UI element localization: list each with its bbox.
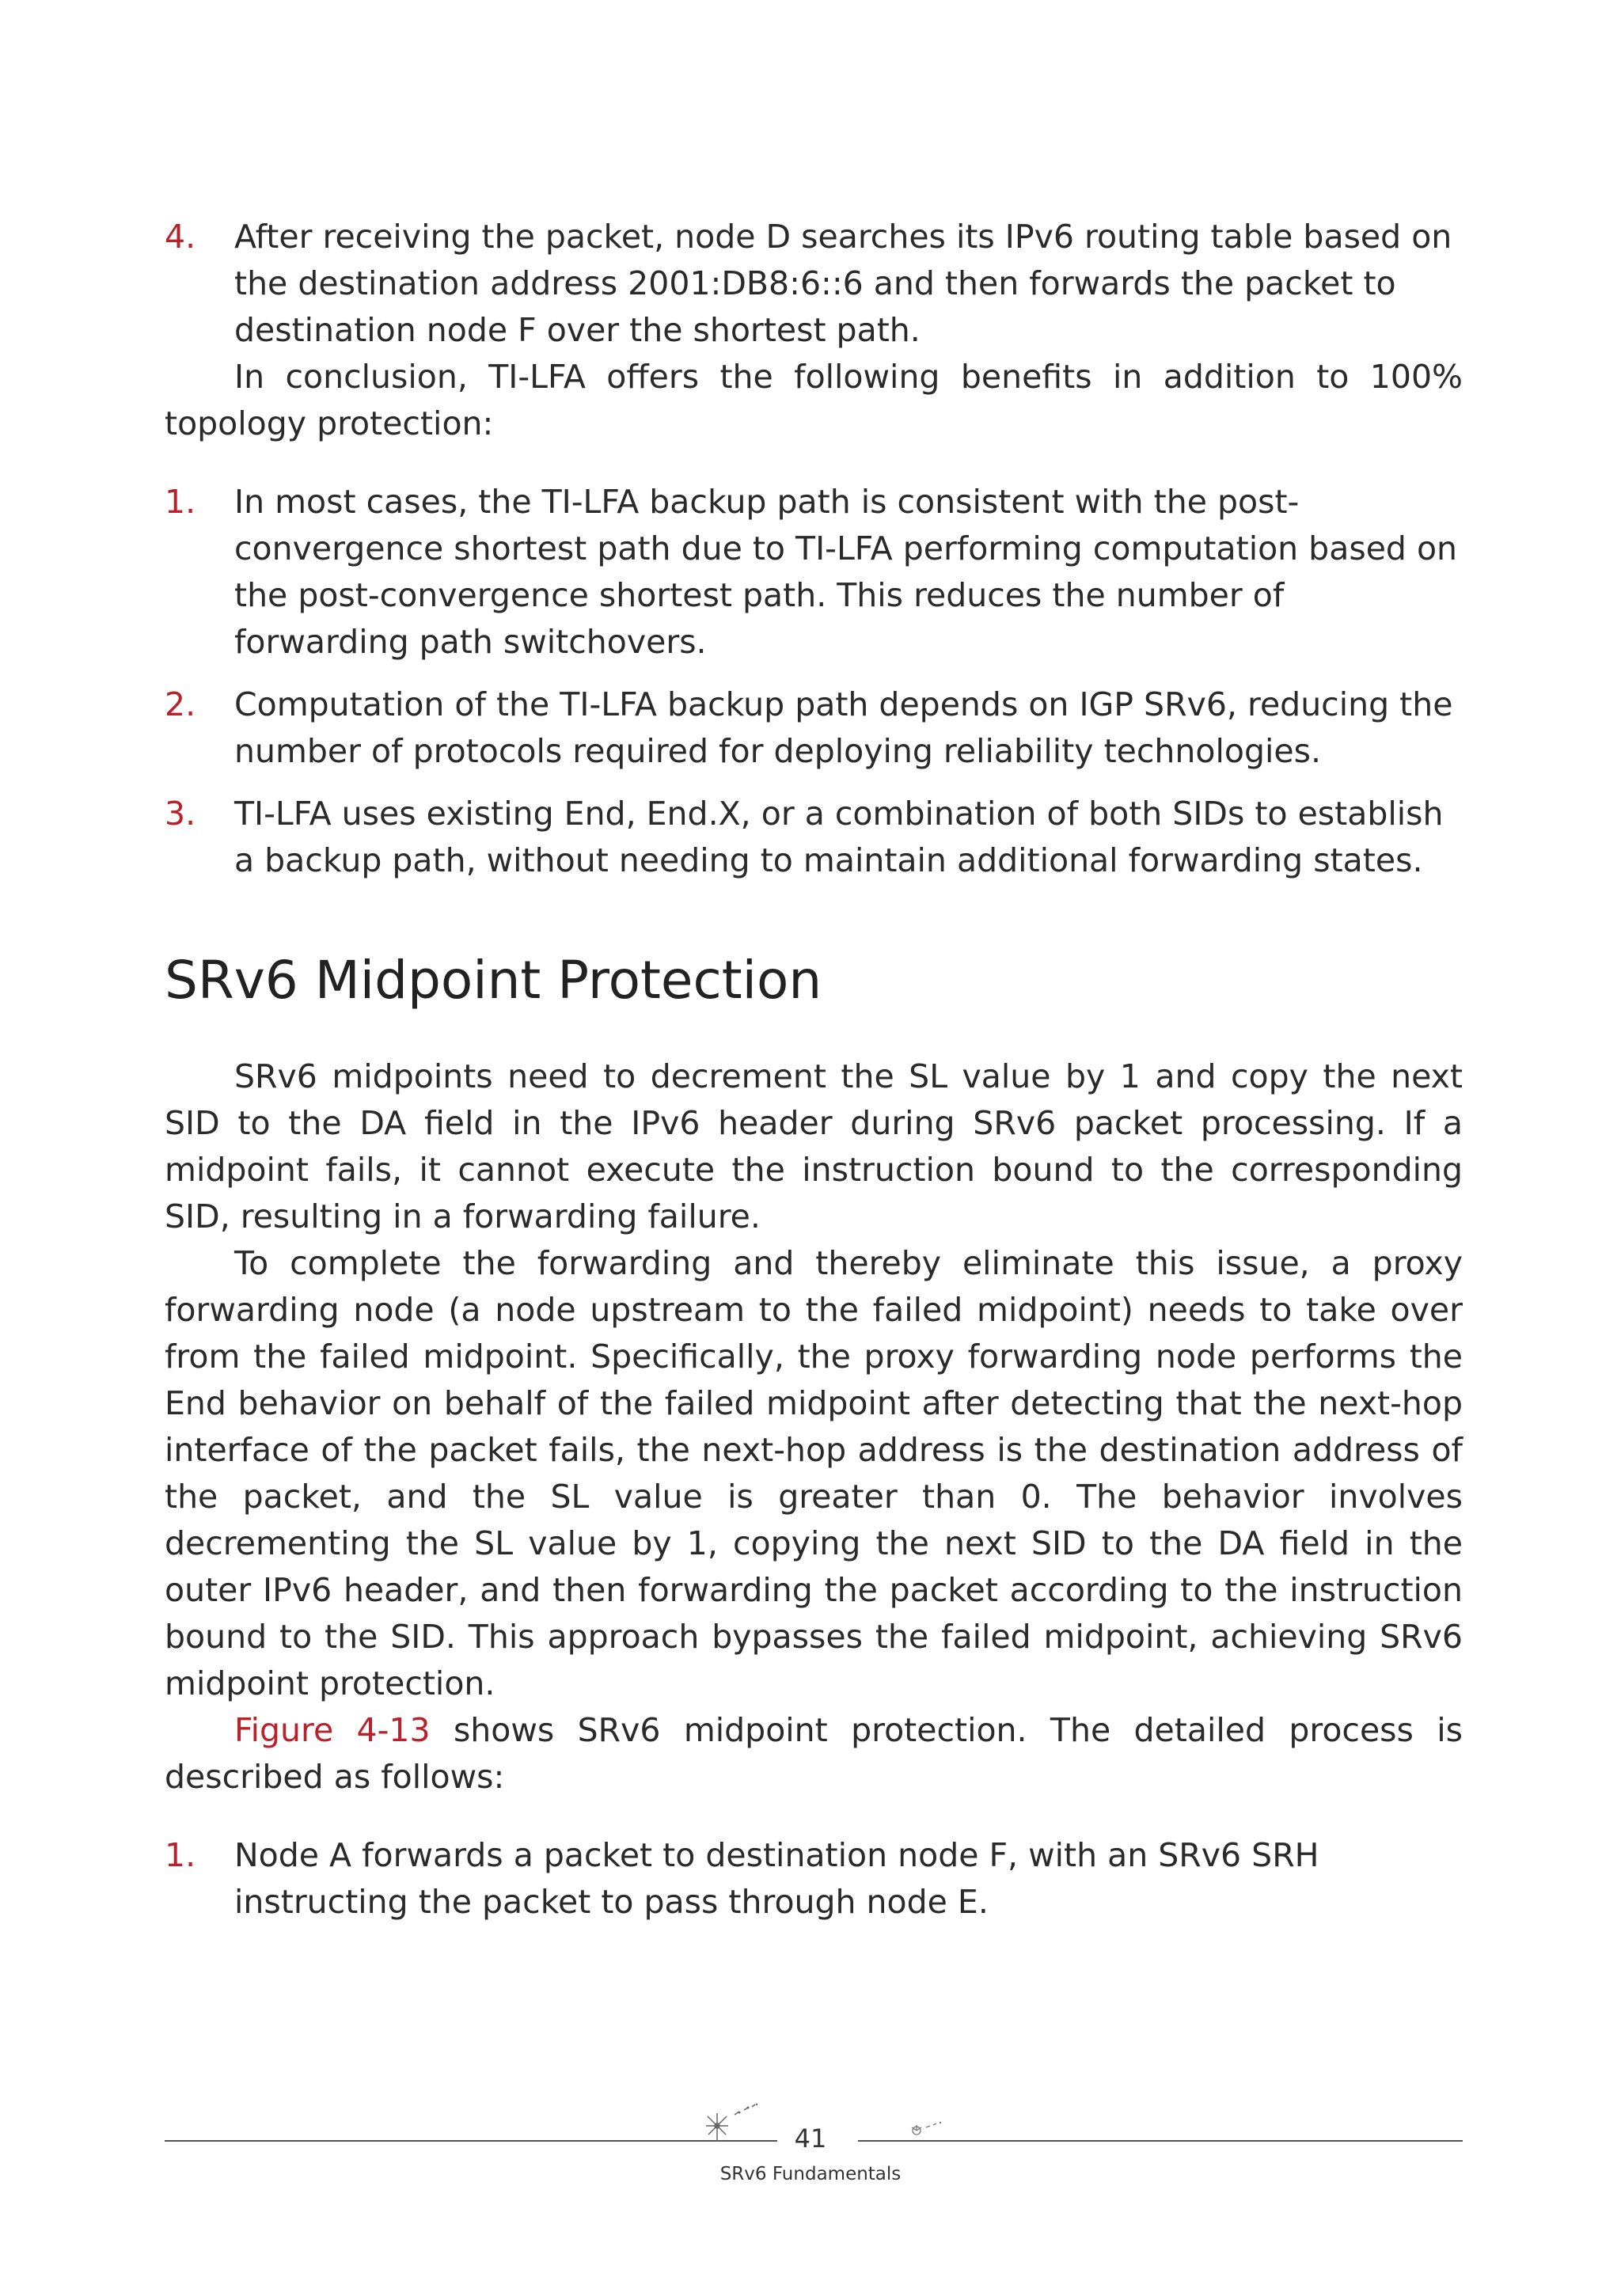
section-heading: SRv6 Midpoint Protection [165,950,822,1011]
step-list-top [165,214,1463,354]
benefit-list [165,479,1463,884]
step-list-bottom [165,1832,1463,1926]
figure-link[interactable]: Figure 4-13 [234,1711,431,1749]
list-text: TI-LFA uses existing End, End.X, or a combination of both SIDs to establish a backup path, without needing to maintain additional forwarding states. [234,795,1444,879]
list-number: 2. [165,685,196,723]
list-number: 1. [165,483,196,521]
list-number: 1. [165,1836,196,1874]
footer-book-title: SRv6 Fundamentals [719,2164,902,2184]
midpoint-paragraph-3 [165,1707,1463,1801]
list-item [165,1832,1463,1926]
list-text: After receiving the packet, node D searches its IPv6 routing table based on the destination address 2001:DB8:6::6 and then forwards the packet to destination node F over the shortest path. [234,218,1452,349]
list-number: 3. [165,795,196,833]
midpoint-paragraph-2: To complete the forwarding and thereby eliminate this issue, a proxy forwarding node (a node upstream to the failed midpoint) needs to take over from the failed midpoint. Specifically, the proxy forwarding node performs the End behavior on behalf of the failed midpoint after detecting that the next-hop interface of the packet fails, the next-hop address is the destination address of the packet, and the SL value is greater than 0. The behavior involves decrementing the SL value by 1, copying the next SID to the DA field in the outer IPv6 header, and then forwarding the packet according to the instruction bound to the SID. This approach bypasses the failed midpoint, achieving SRv6 midpoint protection. [165,1244,1463,1702]
list-item [165,791,1463,884]
page-number: 41 [794,2123,827,2154]
list-item [165,214,1463,354]
list-text: Computation of the TI-LFA backup path depends on IGP SRv6, reducing the number of protocols required for deploying reliability technologies. [234,685,1453,770]
list-item [165,681,1463,775]
list-text: In most cases, the TI-LFA backup path is consistent with the post-convergence shortest path due to TI-LFA performing computation based on the post-convergence shortest path. This reduces the number of forwarding path switchovers. [234,483,1458,661]
conclusion-paragraph: In conclusion, TI-LFA offers the following benefits in addition to 100% topology protection: [165,358,1463,442]
list-item [165,479,1463,666]
list-number: 4. [165,218,196,256]
list-text: Node A forwards a packet to destination node F, with an SRv6 SRH instructing the packet to pass through node E. [234,1836,1319,1921]
page-content [165,214,1463,1926]
paragraph-text: shows SRv6 midpoint protection. The detailed process is described as follows: [165,1711,1463,1796]
midpoint-paragraph-1: SRv6 midpoints need to decrement the SL value by 1 and copy the next SID to the DA field in the IPv6 header during SRv6 packet processing. If a midpoint fails, it cannot execute the instruction bound to the corresponding SID, resulting in a forwarding failure. [165,1057,1463,1235]
